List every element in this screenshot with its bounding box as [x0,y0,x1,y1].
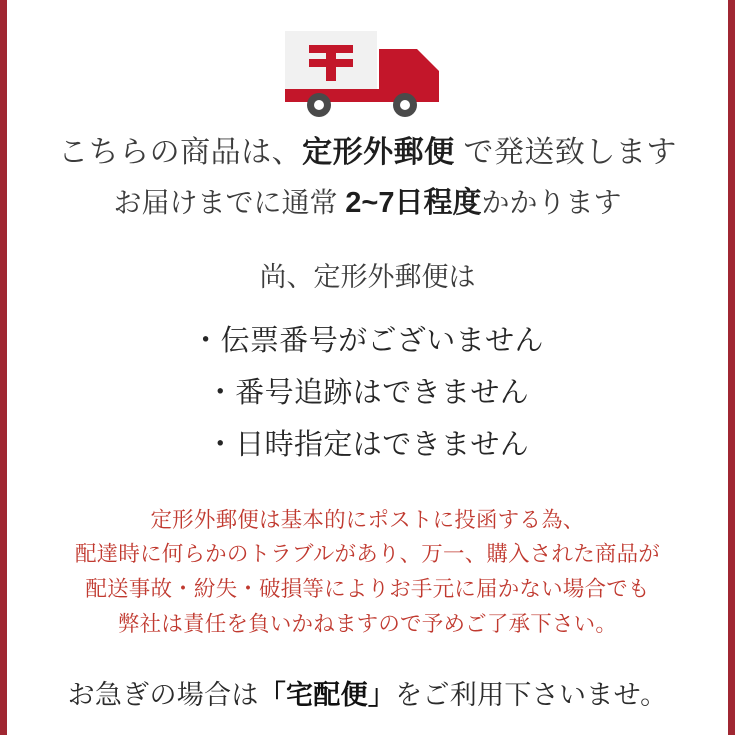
delivery-truck-icon [283,29,453,119]
list-item: ・番号追跡はできません [205,377,530,410]
disclaimer-line: 弊社は責任を負いかねますので予めご了承下さい。 [117,612,618,637]
disclaimer-line: 配送事故・紛失・破損等によりお手元に届かない場合でも [85,577,650,602]
bullet-list [7,310,728,467]
lead-part-2: で発送致します [454,136,677,169]
sub-heading: 尚、定形外郵便は [259,261,476,292]
footer-part-2: をご利用下さいませ。 [395,679,668,710]
list-item: ・伝票番号がございません [191,325,544,358]
lead-line2-part-1: お届けまでに通常 [113,186,346,218]
lead-part-1: こちらの商品は、 [58,136,303,169]
disclaimer-text [7,503,728,642]
disclaimer-line: 配達時に何らかのトラブルがあり、万一、購入された商品が [74,542,661,567]
lead-emphasis: 定形外郵便 [302,136,455,169]
footer-part-1: お急ぎの場合は [67,679,259,710]
lead-line2-emphasis: 2~7日程度 [345,186,482,219]
footer-message [7,676,728,714]
footer-emphasis: 「宅配便」 [258,679,396,710]
disclaimer-line: 定形外郵便は基本的にポストに投函する為、 [150,507,585,532]
delivery-truck-icon-wrap [283,28,453,120]
lead-line2-part-2: かかります [481,186,622,218]
lead-line-1 [7,132,728,175]
list-item: ・日時指定はできません [205,429,530,462]
lead-line-2 [7,183,728,224]
